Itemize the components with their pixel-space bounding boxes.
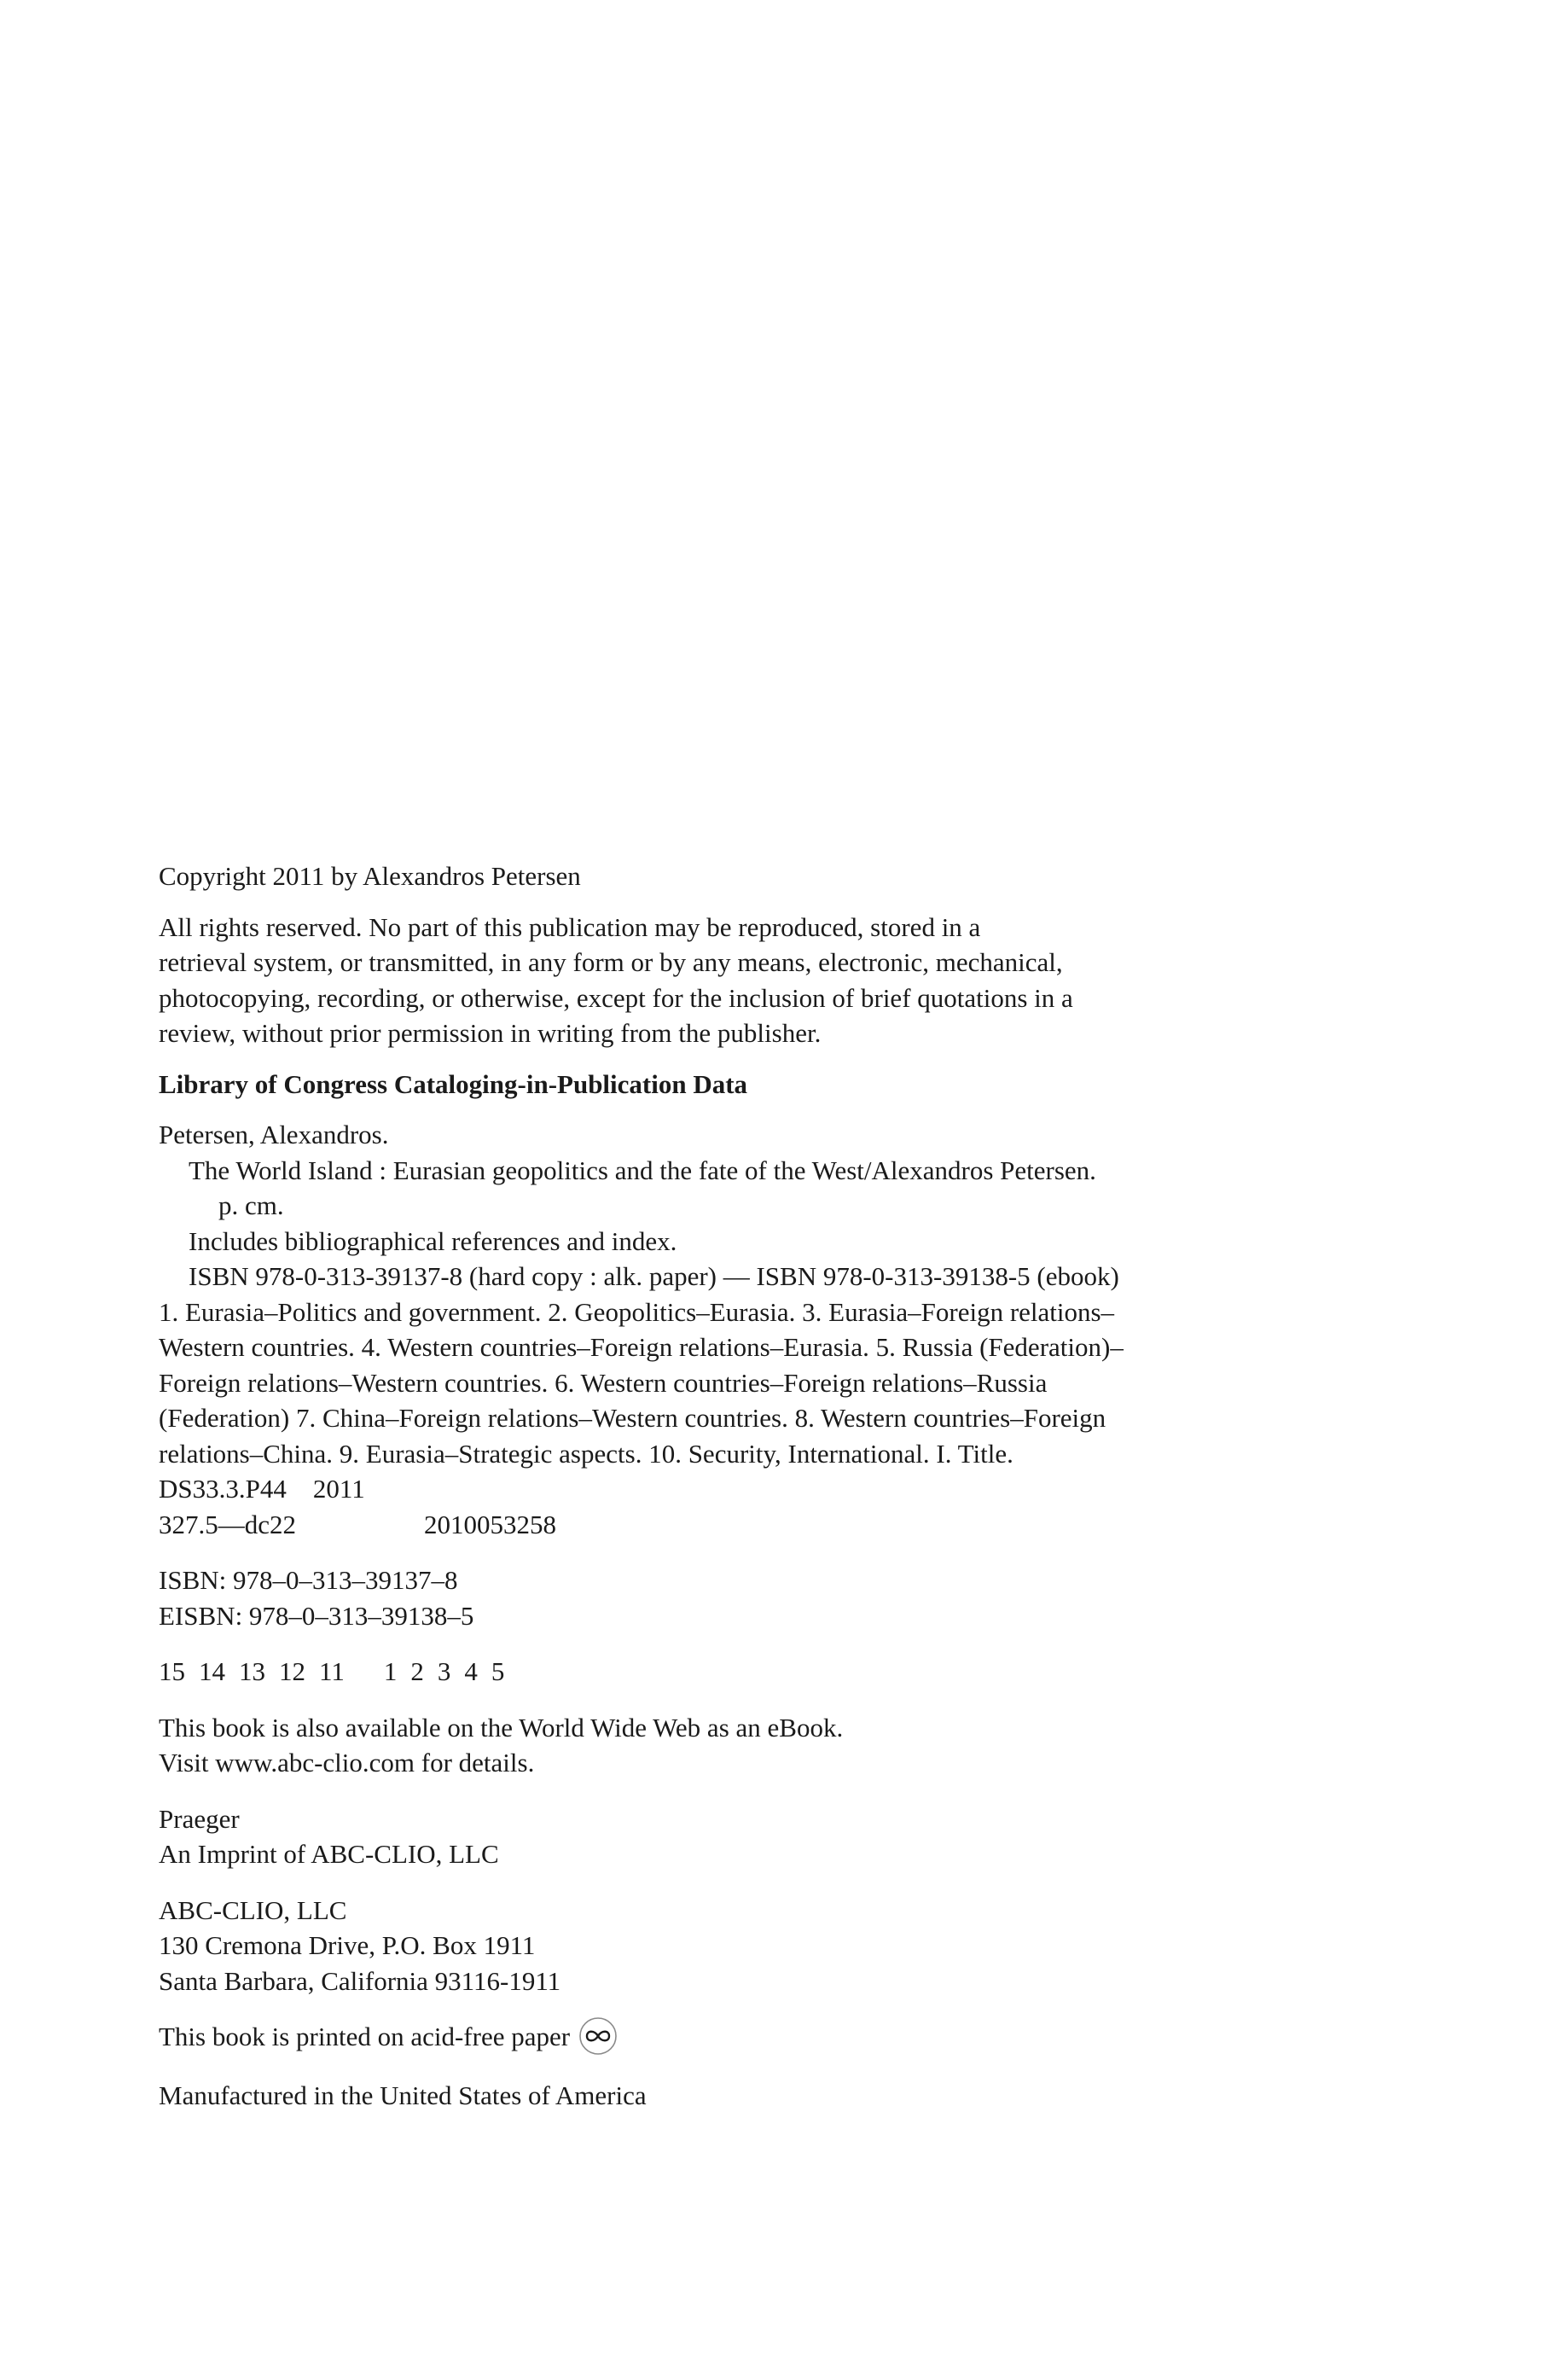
cip-author: Petersen, Alexandros.	[159, 1120, 389, 1149]
cip-subject-line: 1. Eurasia–Politics and government. 2. Geopolitics–Eurasia. 3. Eurasia–Foreign relations–	[159, 1296, 1115, 1327]
printing-year: 11	[319, 1656, 345, 1686]
cip-dewey-lccn	[159, 1507, 1490, 1543]
isbn-block	[159, 1562, 1490, 1633]
copyright-notice	[159, 858, 1490, 894]
cip-heading	[159, 1067, 1490, 1103]
printing-year: 12	[279, 1656, 305, 1686]
publisher-city: Santa Barbara, California 93116-1911	[159, 1965, 561, 1996]
imprint-name: Praeger	[159, 1803, 240, 1834]
cip-title: The World Island : Eurasian geopolitics and the fate of the West/Alexandros Petersen.	[189, 1155, 1096, 1185]
cip-dewey: 327.5—dc22	[159, 1509, 297, 1539]
printing-impression: 2	[410, 1656, 424, 1686]
copyright-line: Copyright 2011 by Alexandros Petersen	[159, 861, 581, 891]
isbn-ebook: EISBN: 978–0–313–39138–5	[159, 1600, 474, 1631]
cip-isbn-line: ISBN 978-0-313-39137-8 (hard copy : alk. paper) — ISBN 978-0-313-39138-5 (ebook)	[189, 1261, 1119, 1291]
printing-year: 13	[239, 1656, 265, 1686]
printing-year: 15	[159, 1656, 185, 1686]
cip-lccn: 2010053258	[424, 1509, 557, 1539]
manufactured-line: Manufactured in the United States of America	[159, 2080, 647, 2110]
cip-lc-classification: DS33.3.P44 2011	[159, 1474, 365, 1504]
rights-line: photocopying, recording, or otherwise, except for the inclusion of brief quotations in a	[159, 982, 1073, 1013]
cip-record	[159, 1117, 1490, 1542]
publisher-street: 130 Cremona Drive, P.O. Box 1911	[159, 1930, 536, 1960]
ebook-notice	[159, 1710, 1490, 1781]
cip-subject-line: relations–China. 9. Eurasia–Strategic aspects. 10. Security, International. I. Title.	[159, 1438, 1013, 1469]
rights-reserved-paragraph	[159, 910, 1490, 1051]
printing-impression: 4	[464, 1656, 478, 1686]
cip-heading-text: Library of Congress Cataloging-in-Publication Data	[159, 1068, 748, 1099]
printing-year: 14	[199, 1656, 225, 1686]
cip-subject-line: Foreign relations–Western countries. 6. Western countries–Foreign relations–Russia	[159, 1367, 1048, 1398]
cip-subject-line: Western countries. 4. Western countries–Foreign relations–Eurasia. 5. Russia (Federation)–	[159, 1332, 1124, 1362]
ebook-url-line: Visit www.abc-clio.com for details.	[159, 1748, 535, 1777]
rights-line: review, without prior permission in writing from the publisher.	[159, 1018, 822, 1048]
acid-free-text: This book is printed on acid-free paper	[159, 2022, 571, 2051]
cip-bibliography-note: Includes bibliographical references and index.	[189, 1225, 677, 1256]
imprint-block	[159, 1801, 1490, 1872]
isbn-print: ISBN: 978–0–313–39137–8	[159, 1565, 458, 1595]
manufacturing-notice	[159, 2078, 1490, 2114]
printing-impression: 1	[383, 1656, 398, 1686]
ebook-line: This book is also available on the World Wide Web as an eBook.	[159, 1712, 844, 1743]
cip-subject-line: (Federation) 7. China–Foreign relations–Western countries. 8. Western countries–Foreign	[159, 1403, 1106, 1433]
printing-impression: 5	[491, 1656, 505, 1686]
publisher-address	[159, 1893, 1490, 1999]
rights-line: All rights reserved. No part of this publication may be reproduced, stored in a	[159, 911, 981, 942]
acid-free-line	[159, 2019, 1490, 2057]
acid-free-notice	[159, 2019, 1490, 2057]
cip-physical-description: p. cm.	[218, 1190, 284, 1220]
copyright-page	[159, 858, 1490, 2113]
publisher-name: ABC-CLIO, LLC	[159, 1894, 347, 1925]
printing-numbers	[159, 1654, 518, 1690]
imprint-of: An Imprint of ABC-CLIO, LLC	[159, 1839, 499, 1869]
acid-free-paper-infinity-icon	[577, 2015, 619, 2057]
printing-line	[159, 1654, 1490, 1690]
printing-impression: 3	[437, 1656, 451, 1686]
rights-line: retrieval system, or transmitted, in any form or by any means, electronic, mechanical,	[159, 947, 1063, 977]
